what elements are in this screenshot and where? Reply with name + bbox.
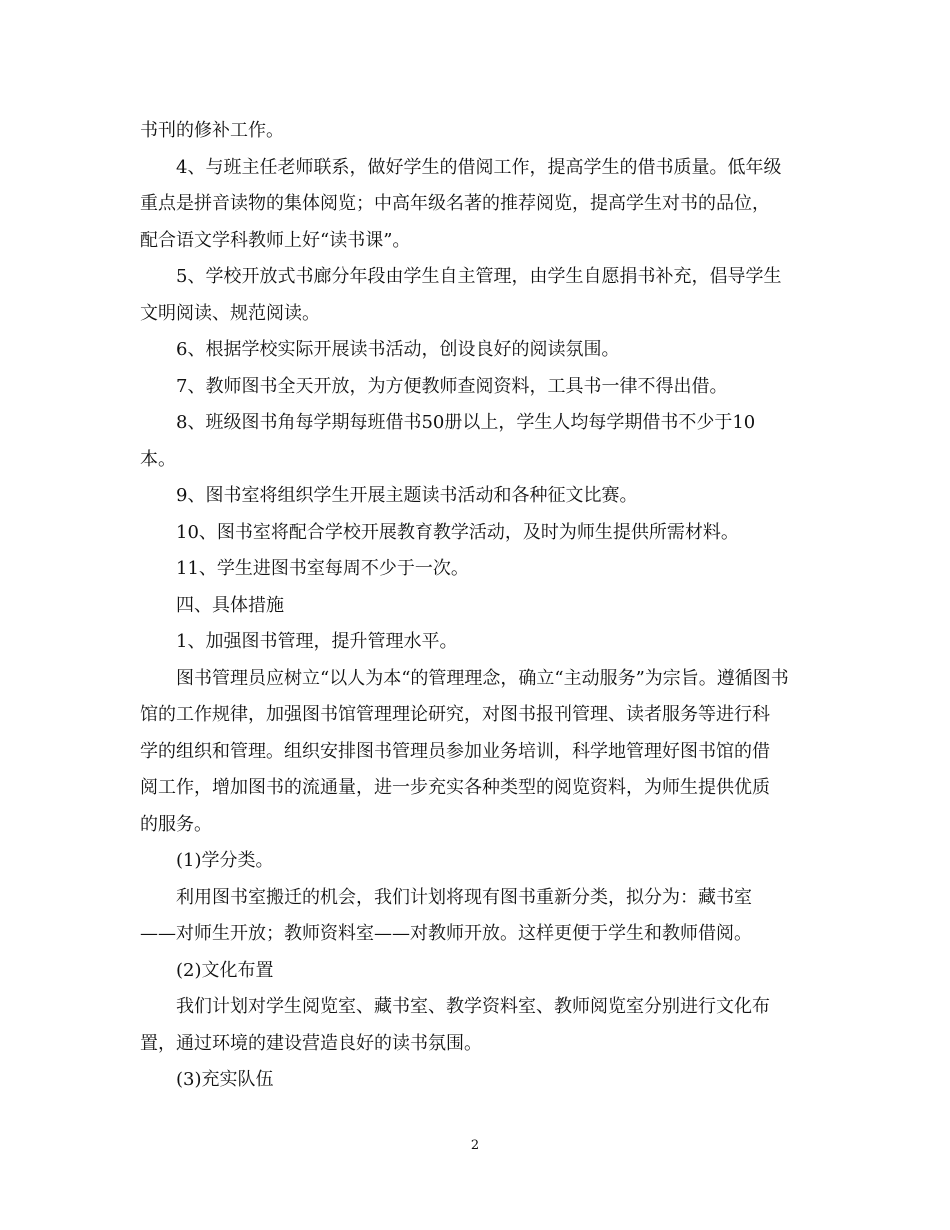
- paragraph-item-11: 11、学生进图书室每周不少于一次。: [176, 558, 469, 579]
- item-heading-culture: (2)文化布置: [176, 959, 274, 981]
- paragraph-item-4: 4、与班主任老师联系，做好学生的借阅工作，提高学生的借书质量。低年级 重点是拼音读物的集体阅览；中高年级名著的推荐阅览，提高学生对书的品位， 配合语文学科教师上好“读书课”。: [140, 156, 782, 251]
- paragraph-item-9: 9、图书室将组织学生开展主题读书活动和各种征文比赛。: [176, 485, 638, 506]
- paragraph-item-7: 7、教师图书全天开放，为方便教师查阅资料，工具书一律不得出借。: [176, 375, 728, 397]
- page-number: 2: [470, 1138, 480, 1153]
- paragraph-item-6: 6、根据学校实际开展读书活动，创设良好的阅读氛围。: [176, 339, 620, 360]
- paragraph-continuation: 书刊的修补工作。: [140, 120, 284, 141]
- subsection-heading: 1、加强图书管理，提升管理水平。: [176, 631, 458, 652]
- paragraph-item-5: 5、学校开放式书廊分年段由学生自主管理，由学生自愿捐书补充，倡导学生 文明阅读、规范阅读。: [140, 266, 782, 324]
- paragraph-culture: 我们计划对学生阅览室、藏书室、教学资料室、教师阅览室分别进行文化布 置，通过环境的建设营造良好的读书氛围。: [140, 996, 770, 1054]
- item-heading-team: (3)充实队伍: [176, 1069, 274, 1090]
- document-body: [140, 113, 812, 1099]
- paragraph-item-8: 8、班级图书角每学期每班借书50册以上，学生人均每学期借书不少于10 本。: [140, 412, 756, 470]
- paragraph-item-10: 10、图书室将配合学校开展教育教学活动，及时为师生提供所需材料。: [176, 521, 739, 543]
- paragraph-management: 图书管理员应树立“以人为本“的管理理念，确立“主动服务”为宗旨。遵循图书 馆的工作规律，加强图书馆管理理论研究，对图书报刊管理、读者服务等进行科 学的组织和管理。组织安排图书管理员参加业务培训，科学地管理好图书馆的借 阅工作，增加图书的流通量，进一步充实各种类型的阅览资料，为师生提供优质 的服务。: [140, 667, 789, 835]
- paragraph-classification: 利用图书室搬迁的机会，我们计划将现有图书重新分类，拟分为：藏书室 ——对师生开放；教师资料室——对教师开放。这样更便于学生和教师借阅。: [140, 886, 752, 944]
- item-heading-classification: (1)学分类。: [176, 850, 274, 871]
- section-heading: 四、具体措施: [176, 594, 284, 616]
